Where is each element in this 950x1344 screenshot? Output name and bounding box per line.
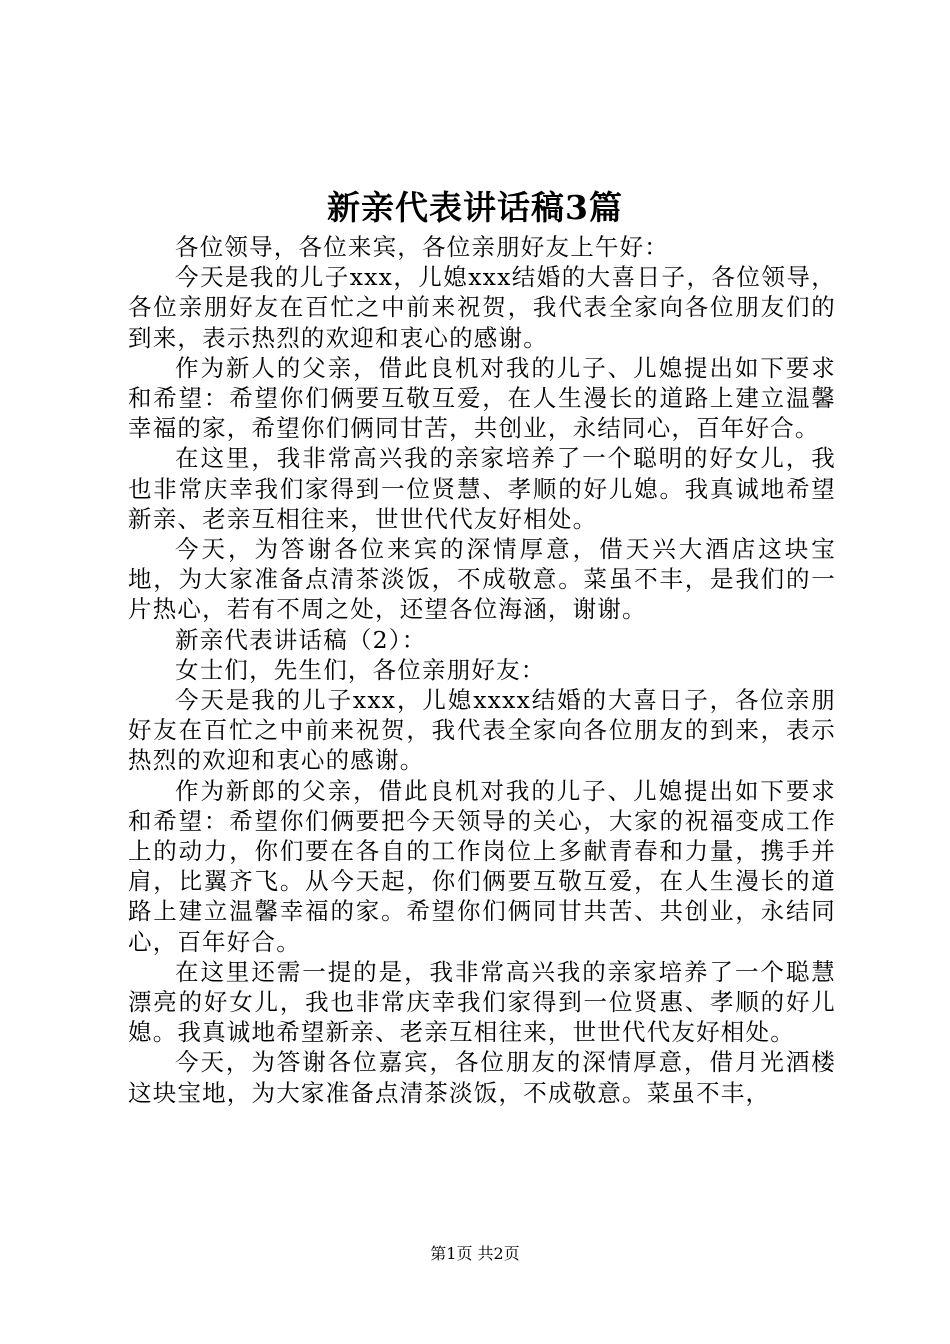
paragraph: 今天是我的儿子xxx，儿媳xxx结婚的大喜日子，各位领导，各位亲朋好友在百忙之中前来祝贺，我代表全家向各位朋友们的到来，表示热烈的欢迎和衷心的感谢。 [128, 263, 836, 352]
paragraph: 各位领导，各位来宾，各位亲朋好友上午好： [175, 233, 669, 261]
section-heading: 新亲代表讲话稿（2）： [175, 625, 427, 654]
document-title: 新亲代表讲话稿3篇 [327, 188, 623, 227]
paragraph: 在这里，我非常高兴我的亲家培养了一个聪明的好女儿，我也非常庆幸我们家得到一位贤慧、孝顺的好儿媳。我真诚地希望新亲、老亲互相往来，世世代代友好相处。 [128, 444, 836, 533]
paragraph: 在这里还需一提的是，我非常高兴我的亲家培养了一个聪慧漂亮的好女儿，我也非常庆幸我们家得到一位贤惠、孝顺的好儿媳。我真诚地希望新亲、老亲互相往来，世世代代友好相处。 [128, 957, 836, 1047]
page-footer: 第1页 共2页 [430, 1244, 520, 1263]
paragraph: 女士们，先生们，各位亲朋好友： [175, 655, 546, 684]
paragraph: 作为新郎的父亲，借此良机对我的儿子、儿媳提出如下要求和希望：希望你们俩要把今天领导的关心，大家的祝福变成工作上的动力，你们要在各自的工作岗位上多献青春和力量，携手并肩，比翼齐飞。从今天起，你们俩要互敬互爱，在人生漫长的道路上建立温馨幸福的家。希望你们俩同甘共苦、共创业，永结同心，百年好合。 [128, 776, 836, 956]
paragraph: 今天，为答谢各位嘉宾，各位朋友的深情厚意，借月光酒楼这块宝地，为大家准备点清茶淡饭，不成敬意。菜虽不丰， [128, 1048, 836, 1107]
paragraph: 今天是我的儿子xxx，儿媳xxxx结婚的大喜日子，各位亲朋好友在百忙之中前来祝贺，我代表全家向各位朋友的到来，表示热烈的欢迎和衷心的感谢。 [128, 686, 836, 775]
paragraph: 今天，为答谢各位来宾的深情厚意，借天兴大酒店这块宝地，为大家准备点清茶淡饭，不成敬意。菜虽不丰，是我们的一片热心，若有不周之处，还望各位海涵，谢谢。 [128, 535, 836, 624]
paragraph: 作为新人的父亲，借此良机对我的儿子、儿媳提出如下要求和希望：希望你们俩要互敬互爱，在人生漫长的道路上建立温馨幸福的家，希望你们俩同甘苦，共创业，永结同心，百年好合。 [128, 353, 836, 443]
document-body [128, 232, 836, 1108]
